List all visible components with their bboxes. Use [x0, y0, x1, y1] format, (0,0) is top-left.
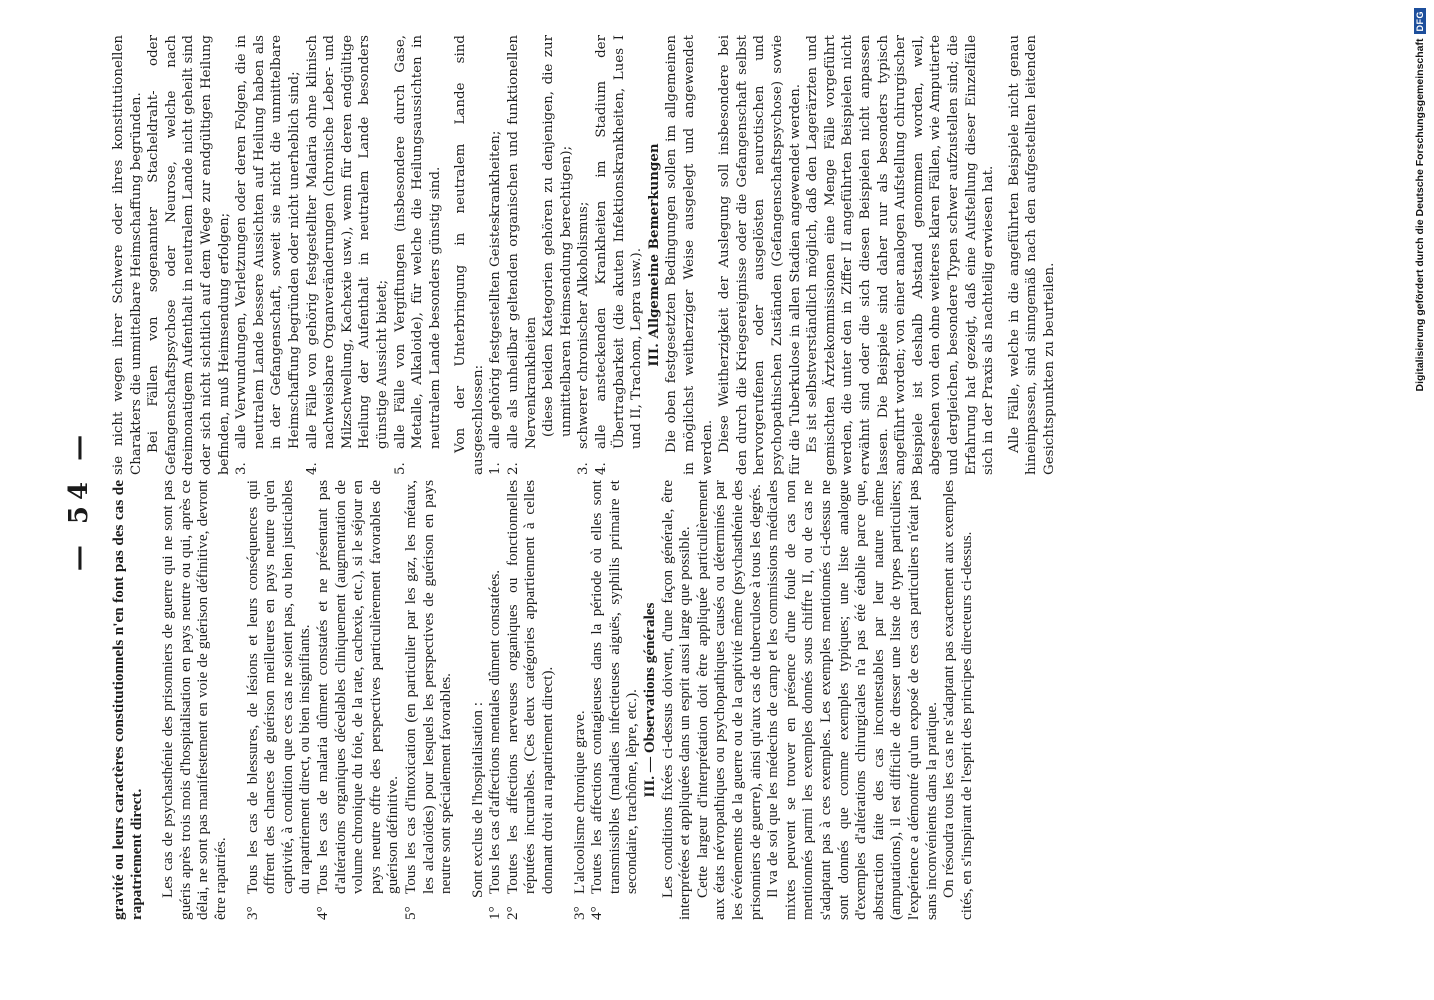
list-item-text: Tous les cas de malaria dûment constatés et ne présentant pas d'altérations organiques décelables cliniquement (augmentation de volume chronique du foie, de la rate, cachexie, etc.), si le séjour en pays neutre offre des perspectives particulièrement favorables de guérison définitive. — [313, 480, 402, 894]
de-obs-2: Diese Weitherzigkeit der Auslegung soll insbesondere bei den durch die Kriegsereignisse oder die Gefangenschaft selbst hervorgerufenen oder ausgelösten neurotischen und psychopathischen Zuständen (Gefangenschaftspsychose) sowie für die Tuberkulose in allen Stadien angewendet werden. — [717, 35, 803, 475]
list-item — [487, 35, 505, 475]
de-list-b-note: (diese beiden Kategorien gehören zu denjenigen, die zur unmittelbaren Heimsendung berechtigen); — [541, 35, 574, 437]
de-obs-4: Alle Fälle, welche in die angeführten Beispiele nicht genau hineinpassen, sind sinngemäß nach den aufgestellten leitenden Gesichtspunkten zu beurteilen. — [1006, 35, 1057, 475]
fr-obs-4: On résoudra tous les cas ne s'adaptant pas exactement aux exemples cités, en s'inspirant de l'esprit des principes directeurs ci-dessus. — [940, 480, 975, 920]
list-item — [392, 35, 445, 475]
list-item-text: Toutes les affections nerveuses organiques ou fonctionnelles réputées incurables. (Ces deux catégories appartiennent à celles donnant droit au rapatriement direct). — [503, 480, 557, 894]
list-item-text: alle Verwundungen, Verletzungen oder deren Folgen, die in neutralem Lande bessere Aussichten auf Heilung haben als in der Gefangenschaft, soweit sie nicht die unmittelbare Heimschaffung begründen oder nicht unerheblich sind; — [234, 35, 302, 449]
list-item-text: Tous les cas d'intoxication (en particulier par les gaz, les métaux, les alcaloïdes) pour lesquels les perspectives de guérison en pays neutre sont spécialement favorables. — [401, 480, 455, 894]
list-item — [575, 35, 593, 475]
fr-obs-1: Les conditions fixées ci-dessus doivent, d'une façon générale, être interprétées et appliquées dans un esprit aussi large que possible. — [658, 480, 694, 920]
list-item-number: 1° — [486, 906, 504, 920]
fr-list-b — [486, 480, 556, 920]
list-item-text: alle Fälle von Vergiftungen (insbesondere durch Gase, Metalle, Alkaloide), für welche die Heilungsaussichten in neutralem Lande besonders günstig sind. — [392, 35, 443, 449]
list-item — [314, 480, 402, 920]
fr-psychasthenia: Les cas de psychasthénie des prisonniers de guerre qui ne sont pas guéris après trois mois d'hospitalisation en pays neutre ou qui, après ce délai, ne sont pas manifestement en voie de guérison définitive, devront être rapatriés. — [159, 480, 229, 920]
list-item — [571, 480, 589, 920]
dfg-logo: DFG — [1414, 8, 1426, 35]
de-list-c — [575, 35, 645, 475]
page-number: — 54 — — [64, 428, 94, 572]
list-item-number: 4. — [304, 462, 320, 475]
list-item-text: Tous les cas de blessures, de lésions et leurs conséquences qui offrent des chances de guérison meilleures en pays neutre qu'en captivité, à condition que ces cas ne soient pas, ou bien justiciables du rapatriement direct, ou bien insignifiants. — [243, 480, 314, 894]
list-item — [505, 35, 540, 475]
de-list-a — [233, 35, 444, 475]
dfg-credit — [1410, 8, 1430, 992]
list-item-text: alle als unheilbar geltenden organischen und funktionellen Nervenkrankheiten — [506, 35, 539, 449]
list-item-text: alle gehörig festgestellten Geisteskrankheiten; — [488, 130, 504, 449]
list-item-number: 5. — [392, 462, 408, 475]
list-item-number: 3° — [243, 906, 261, 920]
de-list-b — [487, 35, 540, 475]
de-excluded-intro: Von der Unterbringung in neutralem Lande sind ausgeschlossen: — [453, 35, 486, 475]
de-obs-3: Es ist selbstverständlich möglich, daß den Lagerärzten und gemischten Ärztekommissionen eine Menge Fälle vorgeführt werden, die unter den in Ziffer II angeführten Beispielen nicht erwähnt sind oder die sich diesen Beispielen nicht anpassen lassen. Die Beispiele sind daher nur als besonders typisch angeführt worden; von einer analogen Aufstellung chirurgischer Beispiele ist deshalb Abstand genommen worden, weil, abgesehen von den ohne weiteres klaren Fällen, wie Amputierte und dergleichen, besondere Typen schwer aufzustellen sind; die Erfahrung hat gezeigt, daß eine Aufstellung dieser Einzelfälle sich in der Praxis als nachteilig erwiesen hat. — [805, 35, 997, 475]
list-item — [244, 480, 314, 920]
list-item-number: 5° — [401, 906, 419, 920]
list-item — [504, 480, 557, 920]
list-item-number: 4° — [313, 906, 331, 920]
german-column — [110, 35, 1058, 475]
list-item-number: 2° — [503, 906, 521, 920]
fr-excluded-intro: Sont exclus de l'hospitalisation : — [468, 702, 486, 898]
list-item-number: 3. — [576, 462, 592, 475]
list-item-text: Toutes les affections contagieuses dans la période où elles sont transmissibles (maladies infectieuses aiguës, syphilis primaire et secondaire, trachôme, lèpre, etc.). — [588, 480, 641, 894]
list-item-text: Tous les cas d'affections mentales dûment constatées. — [486, 569, 504, 894]
list-item — [402, 480, 455, 920]
de-intro: sie nicht wegen ihrer Schwere oder ihres konstitutionellen Charakters die unmittelbare Heimschaffung begründen. — [111, 35, 144, 475]
list-item-number: 3° — [570, 906, 588, 920]
list-item-number: 3. — [234, 462, 250, 475]
de-obs-1: Die oben festgesetzten Bedingungen sollen im allgemeinen in möglichst weitherziger Weise ausgelegt und angewendet werden. — [664, 35, 715, 475]
de-psychose: Bei Fällen von sogenannter Stacheldraht- oder Gefangenschaftspsychose oder Neurose, welche nach dreimonatigem Aufenthalt in neutralem Lande nicht geheilt sind oder sich nicht sichtlich auf dem Wege zur endgültigen Heilung befinden, muß Heimsendung erfolgen; — [146, 35, 232, 475]
fr-list-c — [571, 480, 641, 920]
fr-obs-2: Cette largeur d'interprétation doit être appliquée particulièrement aux états névropathiques ou psychopathiques causés ou déterminés par les événements de la guerre ou de la captivité même (psychasthénie des prisonniers de guerre), ainsi qu'aux cas de tuberculose à tous les degrés. — [693, 480, 764, 920]
list-item-number: 4° — [588, 906, 606, 920]
french-column — [110, 480, 975, 920]
fr-heading: III. — Observations générales — [641, 602, 659, 798]
list-item — [486, 480, 504, 920]
list-item-number: 2. — [506, 462, 522, 475]
list-item — [233, 35, 303, 475]
list-item-text: schwerer chronischer Alkoholismus; — [576, 201, 592, 449]
list-item-text: alle ansteckenden Krankheiten im Stadium der Übertragbarkeit (die akuten Infektionskrankheiten, Lues I und II, Trachom, Lepra usw.). — [594, 35, 645, 449]
de-heading: III. Allgemeine Bemerkungen — [645, 143, 662, 367]
list-item-text: alle Fälle von gehörig festgestellter Malaria ohne klinisch nachweisbare Organveränderungen (chronische Leber- und Milzschwellung, Kachexie usw.), wenn für deren endgültige Heilung der Aufenthalt in neutralem Lande besonders günstige Aussicht bietet; — [304, 35, 390, 449]
fr-obs-3: Il va de soi que les médecins de camp et les commissions médicales mixtes peuvent se trouver en présence d'une foule de cas non mentionnés parmi les exemples donnés sous chiffre II, ou de cas ne s'adaptant pas à ces exemples. Les exemples mentionnés ci-dessus ne sont donnés que comme exemples typiques; une liste analogue d'exemples d'altérations chirurgicales n'a pas été établie parce que, abstraction faite des cas incontestables par leur nature même (amputations), il est difficile de dresser une liste de types particuliers; l'expérience a démontré qu'un exposé de ces cas particuliers n'était pas sans inconvénients dans la pratique. — [764, 480, 940, 920]
fr-intro: gravité ou leurs caractères constitutionnels n'en font pas des cas de rapatriement direct. — [110, 480, 145, 920]
list-item — [593, 35, 646, 475]
list-item-number: 4. — [594, 462, 610, 475]
list-item — [588, 480, 641, 920]
dfg-credit-text: Digitalisierung gefördert durch die Deutsche Forschungsgemeinschaft — [1414, 38, 1426, 392]
list-item-number: 1. — [488, 462, 504, 475]
list-item-text: L'alcoolisme chronique grave. — [570, 710, 588, 894]
list-item — [304, 35, 392, 475]
fr-list-a — [244, 480, 455, 920]
